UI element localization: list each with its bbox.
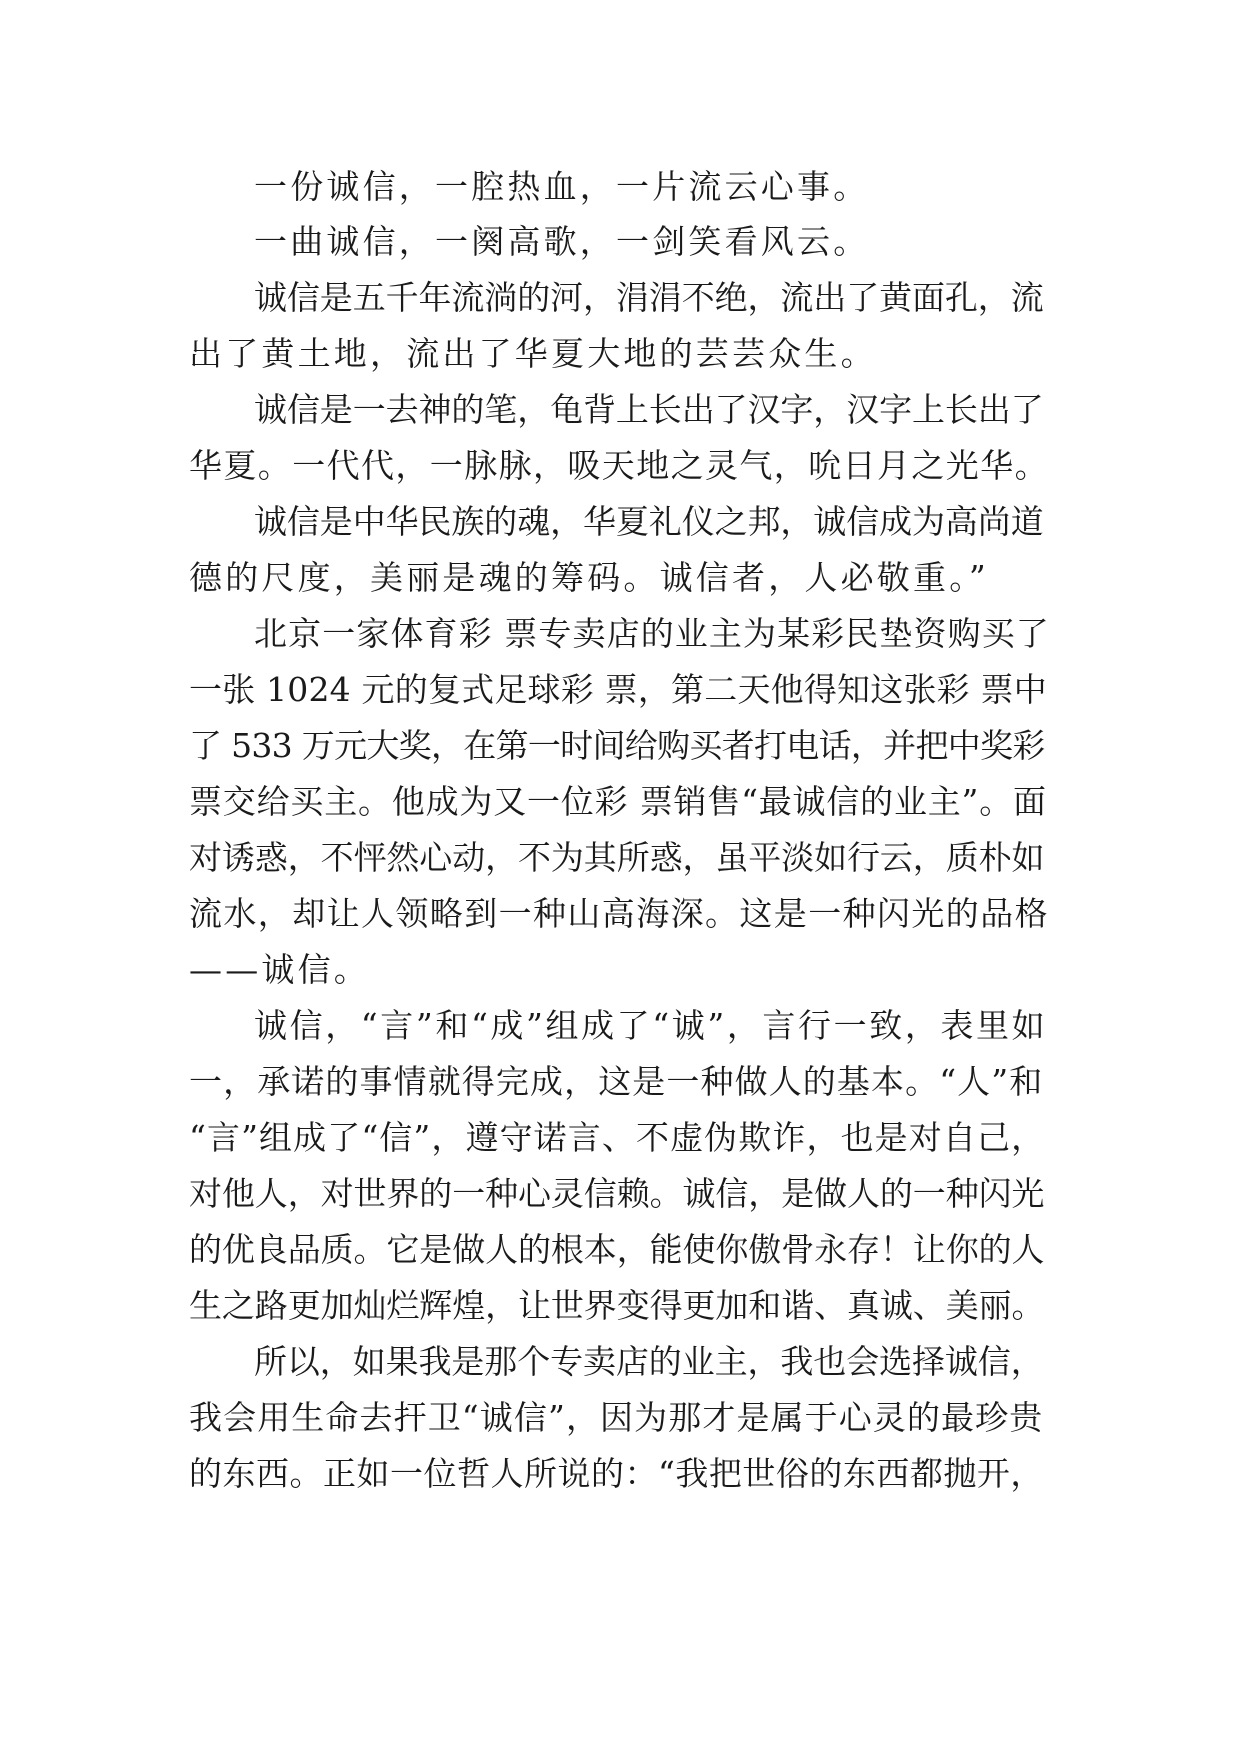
text-line: 诚信是五千年流淌的河，涓涓不绝，流出了黄面孔，流: [254, 278, 1044, 317]
text-line: 对诱惑，不怦然心动，不为其所惑，虽平淡如行云，质朴如: [189, 838, 1045, 877]
text-line: 我会用生命去扞卫“诚信”，因为那才是属于心灵的最珍贵: [189, 1398, 1044, 1437]
text-line: 的东西。正如一位哲人所说的：“我把世俗的东西都抛开，: [189, 1454, 1044, 1493]
text-line: 出了黄土地，流出了华夏大地的芸芸众生。: [189, 334, 877, 373]
text-line: 流水，却让人领略到一种山高海深。这是一种闪光的品格: [189, 894, 1049, 933]
text-line: 德的尺度，美丽是魂的筹码。诚信者，人必敬重。”: [189, 558, 989, 597]
text-line: 的优良品质。它是做人的根本，能使你傲骨永存！让你的人: [189, 1230, 1045, 1269]
text-line: 诚信，“言”和“成”组成了“诚”，言行一致，表里如: [254, 1006, 1048, 1045]
text-line: 对他人，对世界的一种心灵信赖。诚信，是做人的一种闪光: [189, 1174, 1045, 1213]
text-line: 一张 1024 元的复式足球彩 票，第二天他得知这张彩 票中: [189, 670, 1047, 709]
text-line: 票交给买主。他成为又一位彩 票销售“最诚信的业主”。面: [189, 782, 1047, 821]
text-line: ——诚信。: [189, 950, 370, 989]
text-line: 北京一家体育彩 票专卖店的业主为某彩民垫资购买了: [254, 614, 1050, 653]
text-line: 一份诚信，一腔热血，一片流云心事。: [254, 167, 870, 206]
text-line: 华夏。一代代，一脉脉，吸天地之灵气，吮日月之光华。: [189, 446, 1049, 485]
text-line: 一，承诺的事情就得完成，这是一种做人的基本。“人”和: [189, 1062, 1044, 1101]
text-line: 诚信是中华民族的魂，华夏礼仪之邦，诚信成为高尚道: [254, 502, 1044, 541]
text-line: 诚信是一去神的笔，龟背上长出了汉字，汉字上长出了: [254, 390, 1044, 429]
text-line: “言”组成了“信”，遵守诺言、不虚伪欺诈，也是对自己，: [189, 1118, 1046, 1157]
text-line: 所以，如果我是那个专卖店的业主，我也会选择诚信，: [254, 1342, 1044, 1381]
text-line: 了 533 万元大奖，在第一时间给购买者打电话，并把中奖彩: [189, 726, 1045, 765]
text-line: 生之路更加灿烂辉煌，让世界变得更加和谐、真诚、美丽。: [189, 1286, 1045, 1325]
text-line: 一曲诚信，一阕高歌，一剑笑看风云。: [254, 222, 870, 261]
